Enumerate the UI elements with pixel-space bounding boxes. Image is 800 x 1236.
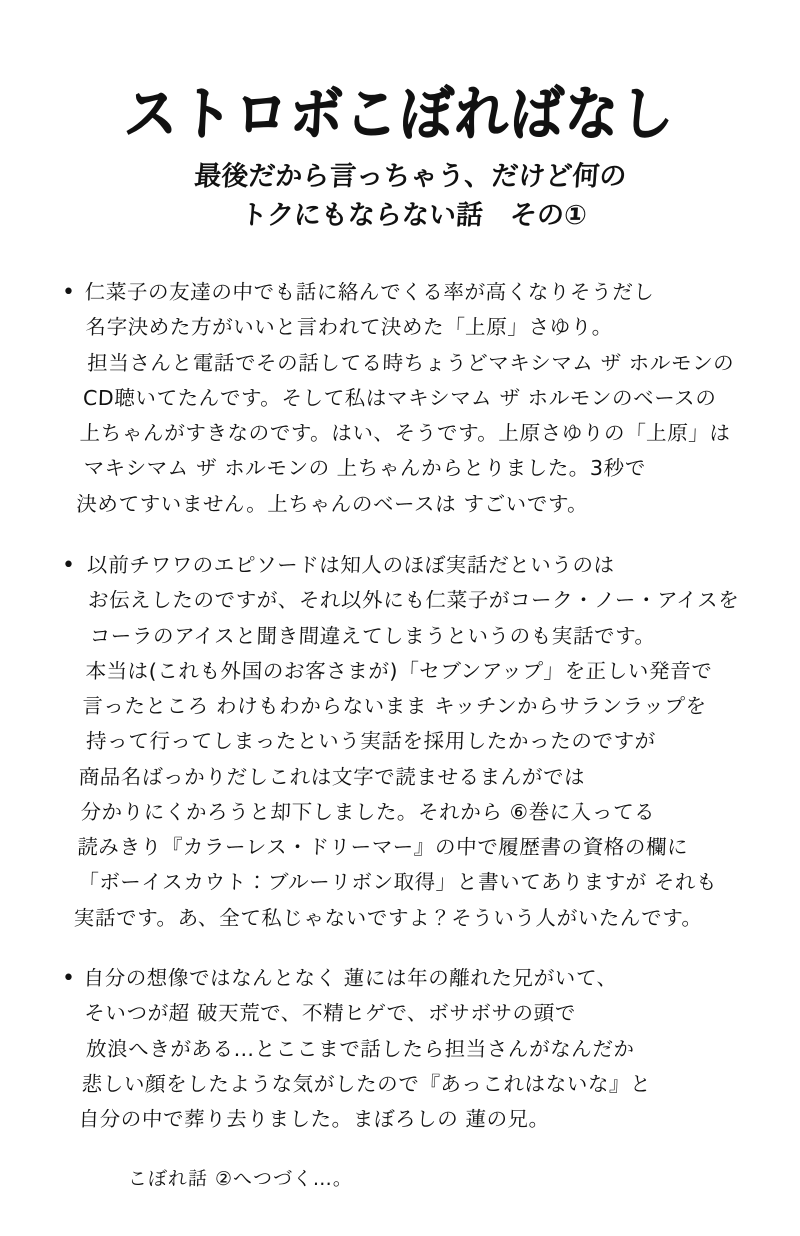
subtitle-line-2: トクにもならない話 その①: [239, 199, 588, 231]
page-subtitle: [0, 157, 800, 235]
text-line: 自分の中で葬り去りました。まぼろしの 蓮の兄。: [78, 1107, 551, 1132]
text-line: お伝えしたのですが、それ以外にも仁菜子がコーク・ノー・アイスを: [87, 587, 740, 612]
text-line: 言ったところ わけもわからないまま キッチンからサランラップを: [81, 693, 707, 718]
bullet-icon: •: [62, 966, 75, 992]
text-line: 実話です。あ、全て私じゃないですよ？そういう人がいたんです。: [73, 905, 704, 930]
paragraph-text: [76, 275, 753, 522]
text-line: 商品名ばっかりだしこれは文字で読ませるまんがでは: [78, 764, 586, 789]
bullet-icon: •: [62, 552, 75, 578]
text-line: 「ボーイスカウト：ブルーリボン取得」と書いてありますが それも: [77, 869, 718, 894]
text-line: 本当は(これも外国のお客さまが)「セブンアップ」を正しい発音で: [85, 658, 713, 683]
bullet-icon: •: [62, 279, 75, 305]
text-line: 決めてすいません。上ちゃんのベースは すごいです。: [75, 491, 589, 516]
text-line: 放浪へきがある…とここまで話したら担当さんがなんだか: [85, 1036, 636, 1061]
body-area: [0, 275, 800, 1191]
paragraph-hasu-brother: [62, 961, 748, 1137]
text-line: 読みきり『カラーレス・ドリーマー』の中で履歴書の資格の欄に: [76, 834, 689, 859]
text-line: 分かりにくかろうと却下しました。それから ⑥巻に入ってる: [80, 799, 656, 824]
paragraph-text: [77, 961, 751, 1137]
paragraph-uehara-sayuri: [62, 275, 748, 522]
paragraph-text: [73, 548, 755, 936]
text-line: そいつが超 破天荒で、不精ヒゲで、ボサボサの頭で: [83, 1001, 577, 1026]
text-line: 担当さんと電話でその話してる時ちょうどマキシマム ザ ホルモンの: [86, 350, 735, 375]
text-line: 持って行ってしまったという実話を採用したかったのですが: [85, 728, 657, 753]
text-line: 名字決めた方がいいと言われて決めた「上原」さゆり。: [85, 315, 614, 340]
text-line: 仁菜子の友達の中でも話に絡んでくる率が高くなりそうだし: [84, 279, 655, 304]
text-line: 自分の想像ではなんとなく 蓮には年の離れた兄がいて、: [83, 966, 619, 991]
paragraph-chihuahua-episode: [62, 548, 748, 936]
text-line: 以前チワワのエピソードは知人のほぼ実話だというのは: [86, 552, 616, 577]
text-line: コーラのアイスと聞き間違えてしまうというのも実話です。: [89, 623, 657, 648]
text-line: 上ちゃんがすきなのです。はい、そうです。上原さゆりの「上原」は: [79, 420, 732, 445]
continuation-note: こぼれ話 ②へつづく…。: [127, 1167, 354, 1190]
text-line: CD聴いてたんです。そして私はマキシマム ザ ホルモンのベースの: [82, 385, 717, 410]
page-title: ストロボこぼればなし: [122, 81, 678, 149]
subtitle-line-1: 最後だから言っちゃう、だけど何の: [193, 160, 628, 192]
text-line: マキシマム ザ ホルモンの 上ちゃんからとりました。3秒で: [83, 456, 647, 481]
text-line: 悲しい顔をしたような気がしたので『あっこれはないな』と: [81, 1072, 652, 1097]
title-block: [0, 81, 800, 235]
